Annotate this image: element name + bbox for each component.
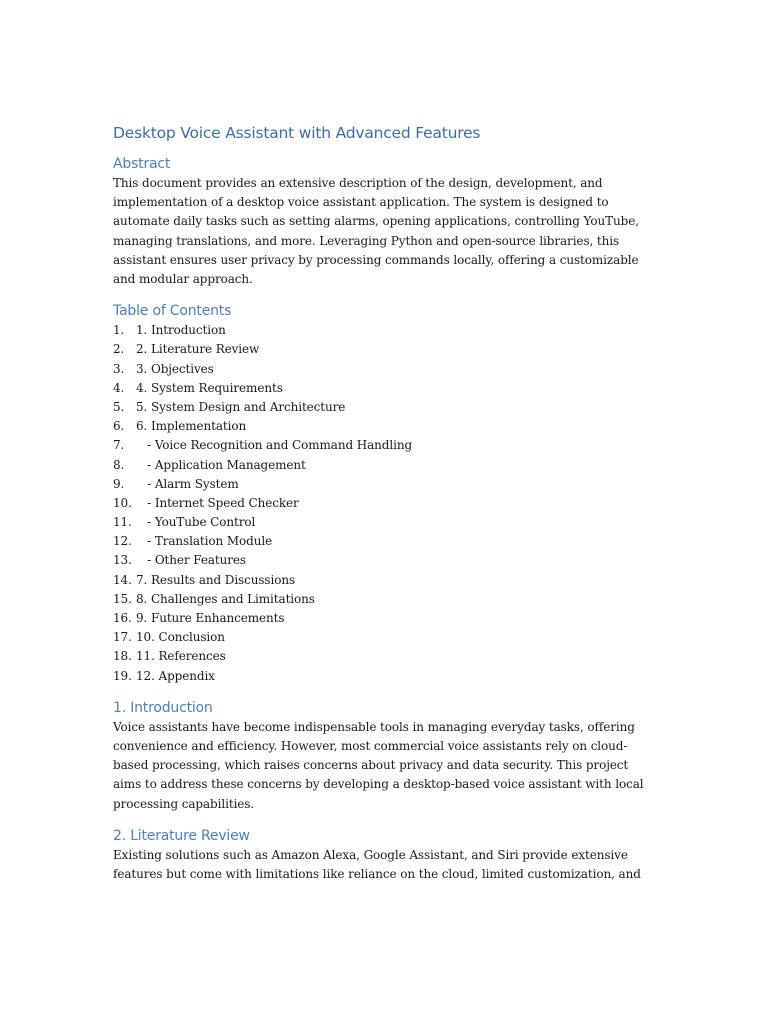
toc-item-number: 13. — [113, 553, 132, 568]
toc-item-number: 10. — [113, 495, 132, 510]
toc-item-number: 12. — [113, 534, 132, 549]
toc-item[interactable] — [113, 551, 658, 570]
toc-item[interactable] — [113, 398, 658, 417]
literature-review-heading: 2. Literature Review — [113, 827, 250, 844]
toc-item-text: 9. Future Enhancements — [136, 611, 285, 626]
toc-item-text: 1. Introduction — [136, 323, 226, 338]
toc-item[interactable] — [113, 436, 658, 455]
toc-item[interactable] — [113, 321, 658, 340]
toc-item[interactable] — [113, 475, 658, 494]
abstract-heading: Abstract — [113, 156, 171, 172]
toc-item[interactable] — [113, 571, 658, 590]
toc-item-number: 11. — [113, 515, 132, 530]
toc-item[interactable] — [113, 360, 658, 379]
toc-item-text: - Voice Recognition and Command Handling — [136, 438, 413, 453]
toc-item-text: 12. Appendix — [136, 668, 215, 683]
introduction-heading: 1. Introduction — [113, 699, 213, 716]
toc-item[interactable] — [113, 532, 658, 551]
toc-item-number: 8. — [113, 457, 125, 472]
toc-item-number: 9. — [113, 476, 125, 491]
toc-item-number: 5. — [113, 399, 125, 414]
toc-heading: Table of Contents — [113, 303, 232, 320]
toc-item[interactable] — [113, 628, 658, 647]
toc-item-number: 7. — [113, 438, 125, 453]
toc-item-text: 5. System Design and Architecture — [136, 399, 346, 414]
toc-item[interactable] — [113, 590, 658, 609]
toc-item-number: 3. — [113, 361, 125, 376]
toc-item-number: 14. — [113, 572, 132, 587]
literature-review-text: Existing solutions such as Amazon Alexa, Google Assistant, and Siri provide extensive features but come with limitations like reliance on the cloud, limited customization, and — [113, 847, 641, 881]
toc-item-number: 19. — [113, 668, 132, 683]
toc-item[interactable] — [113, 609, 658, 628]
toc-item-text: 4. System Requirements — [136, 380, 283, 395]
toc-item[interactable] — [113, 647, 658, 666]
toc-item-number: 6. — [113, 419, 125, 434]
toc-item-number: 17. — [113, 630, 132, 645]
toc-item-text: 10. Conclusion — [136, 630, 225, 645]
toc-item-number: 18. — [113, 649, 132, 664]
toc-list — [113, 321, 658, 686]
toc-item[interactable] — [113, 513, 658, 532]
toc-item-text: - Other Features — [136, 553, 246, 568]
toc-item[interactable] — [113, 379, 658, 398]
toc-item-text: - Alarm System — [136, 476, 239, 491]
abstract-text: This document provides an extensive description of the design, development, and implementation of a desktop voice assistant application. The system is designed to automate daily tasks such as setting alarms, opening applications, controlling YouTube, managing translations, and more. Leveraging Python and open-source libraries, this assistant ensures user privacy by processing commands locally, offering a customizable and modular approach. — [113, 176, 639, 287]
toc-item-number: 2. — [113, 342, 125, 357]
toc-item-text: 8. Challenges and Limitations — [136, 591, 315, 606]
toc-item[interactable] — [113, 340, 658, 359]
document-title: Desktop Voice Assistant with Advanced Features — [113, 124, 481, 142]
toc-item-text: - YouTube Control — [136, 515, 256, 530]
toc-item-text: 11. References — [136, 649, 226, 664]
toc-item-number: 4. — [113, 380, 125, 395]
introduction-section — [113, 700, 658, 814]
document-page — [113, 124, 658, 898]
toc-item-text: - Translation Module — [136, 534, 273, 549]
toc-item[interactable] — [113, 417, 658, 436]
toc-item-text: - Application Management — [136, 457, 306, 472]
toc-item[interactable] — [113, 667, 658, 686]
toc-item-number: 1. — [113, 323, 125, 338]
toc-item-text: - Internet Speed Checker — [136, 495, 299, 510]
toc-item-text: 6. Implementation — [136, 419, 247, 434]
toc-item[interactable] — [113, 456, 658, 475]
toc-item-text: 3. Objectives — [136, 361, 214, 376]
toc-item-text: 7. Results and Discussions — [136, 572, 296, 587]
toc-item-number: 16. — [113, 611, 132, 626]
toc-item[interactable] — [113, 494, 658, 513]
toc-item-number: 15. — [113, 591, 132, 606]
toc-section — [113, 303, 658, 686]
toc-item-text: 2. Literature Review — [136, 342, 260, 357]
introduction-text: Voice assistants have become indispensable tools in managing everyday tasks, offering convenience and efficiency. However, most commercial voice assistants rely on cloud-based processing, which raises concerns about privacy and data security. This project aims to address these concerns by developing a desktop-based voice assistant with local processing capabilities. — [113, 719, 644, 811]
abstract-section — [113, 156, 658, 289]
literature-review-section — [113, 828, 658, 884]
